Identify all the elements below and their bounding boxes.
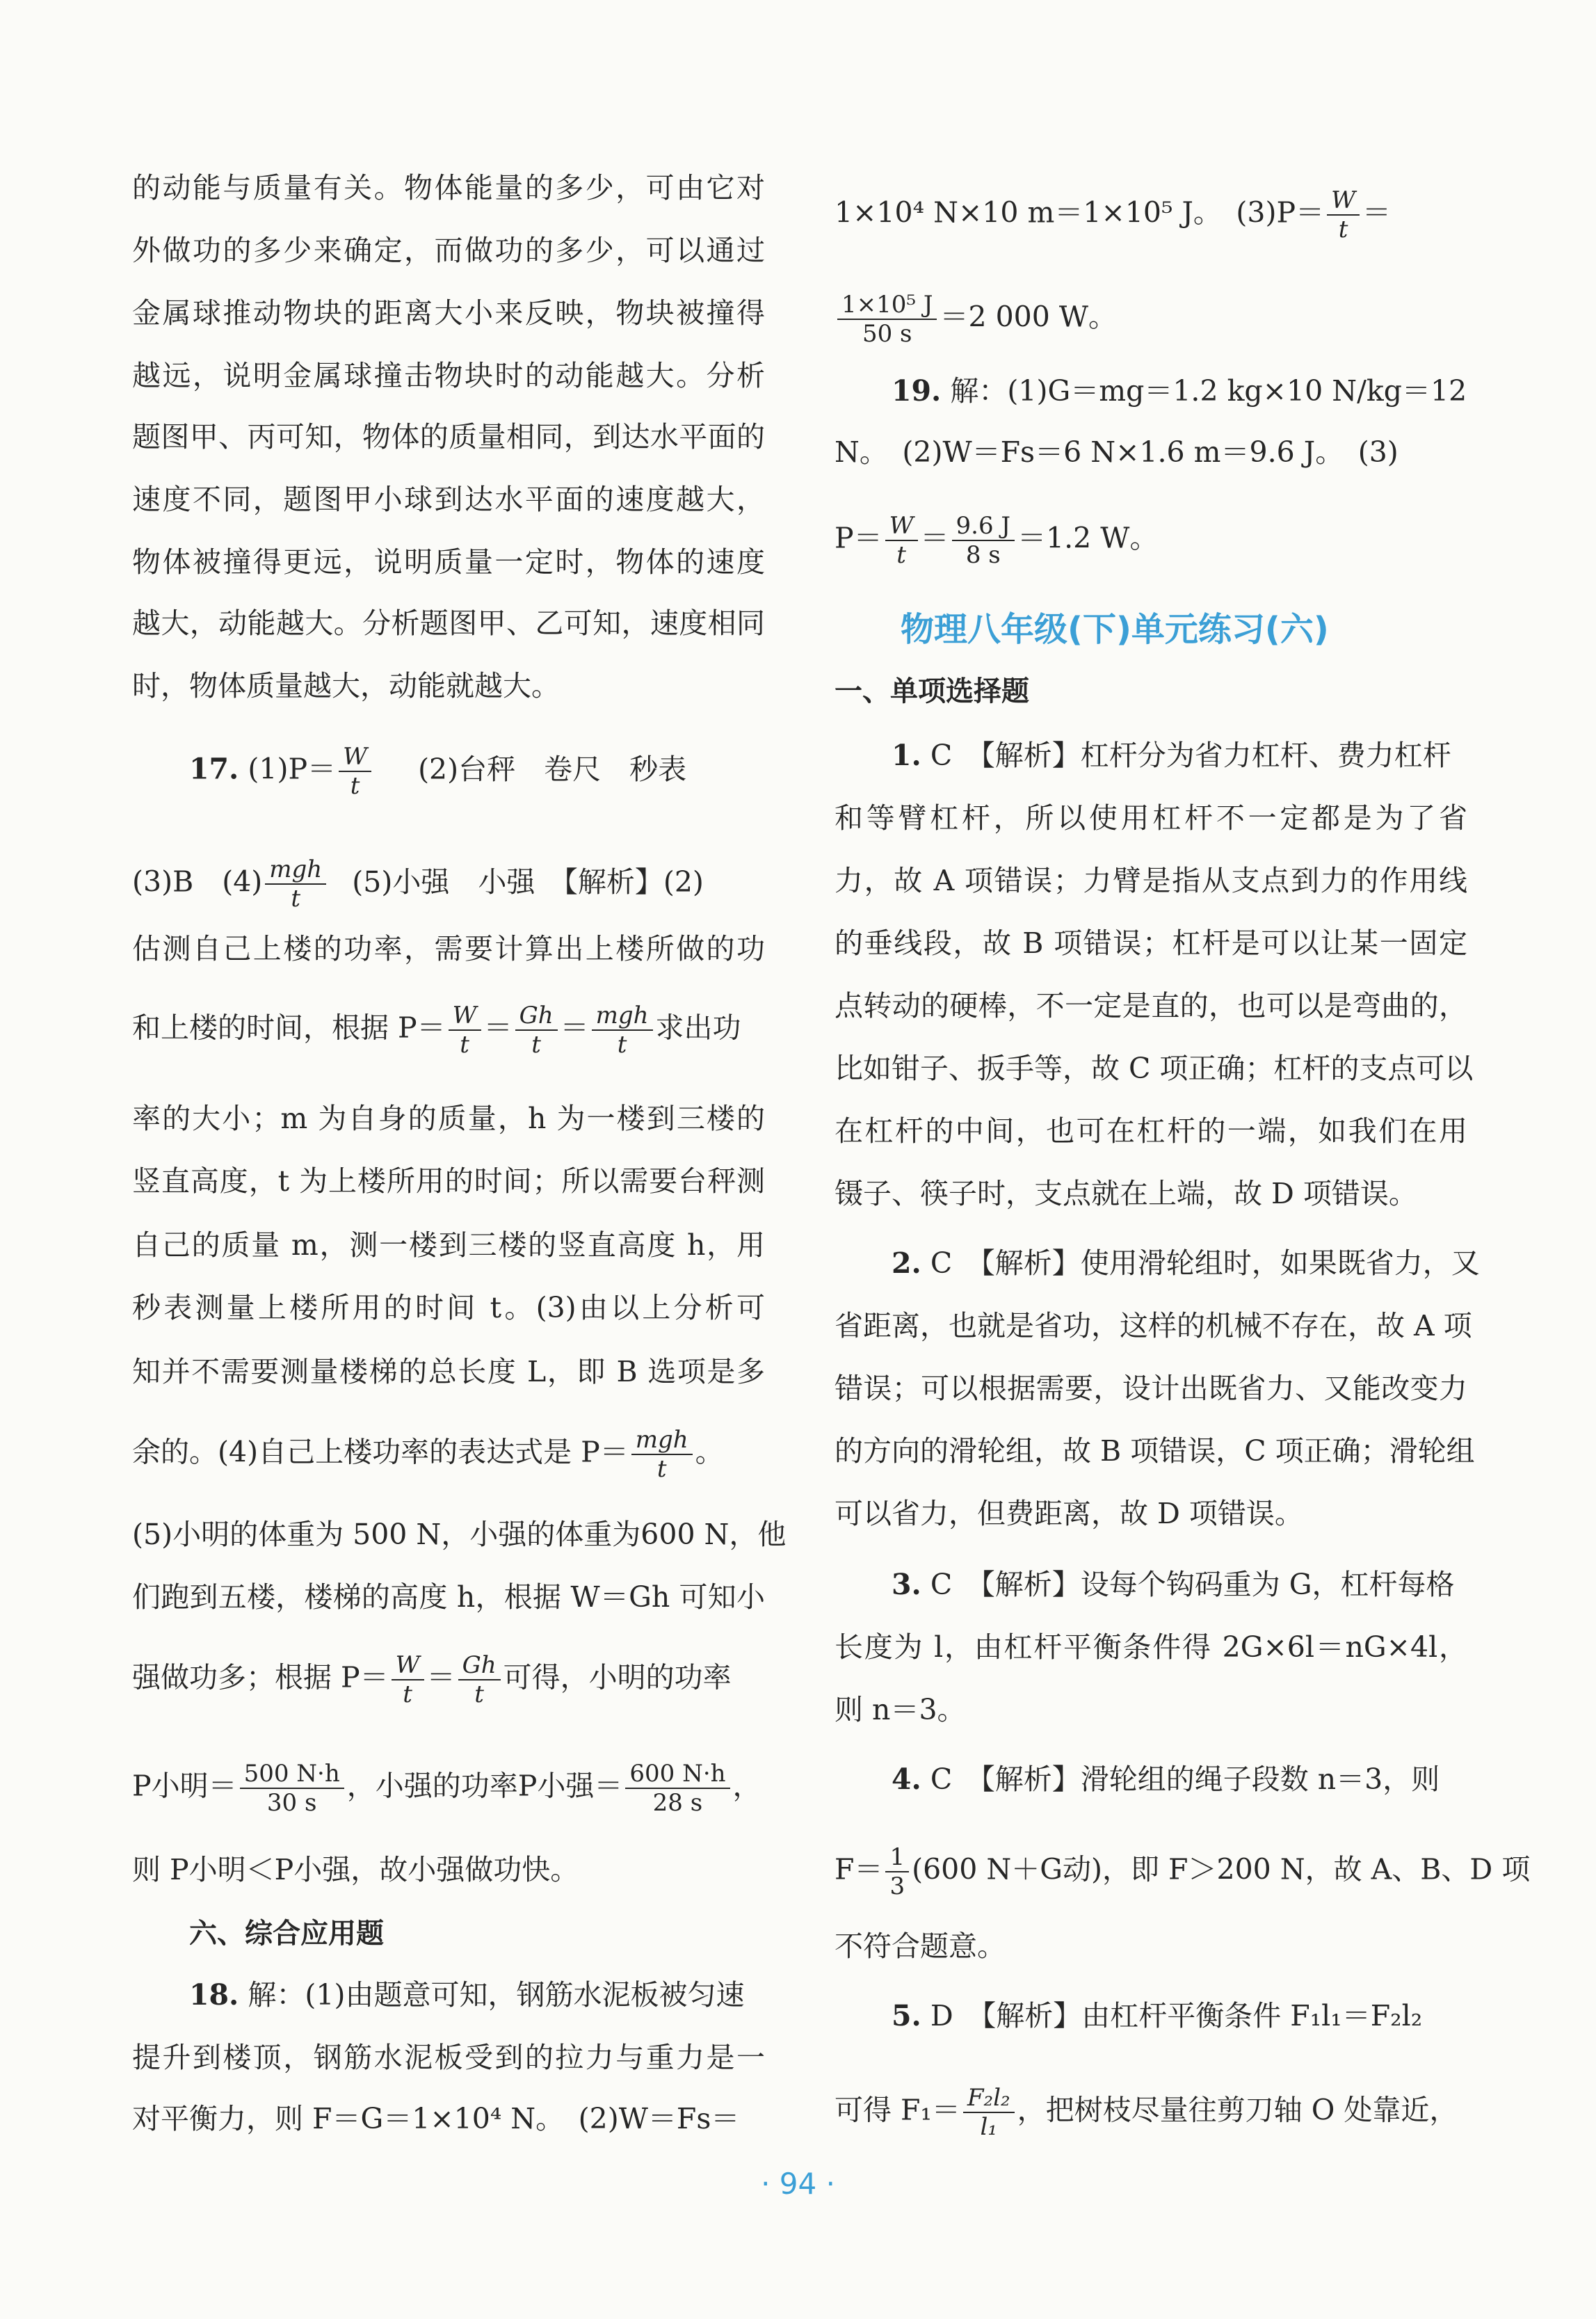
text-line [132, 1426, 765, 1483]
fraction [1327, 186, 1360, 243]
text-span: ， [732, 1769, 761, 1803]
text-span: ＝ [483, 1011, 513, 1045]
numerator: W [449, 1002, 481, 1031]
section-heading: 六、综合应用题 [189, 1918, 384, 1950]
text-line: 的方向的滑轮组，故 B 项错误，C 项正确；滑轮组 [835, 1434, 1475, 1468]
text-line: 秒表测量上楼所用的时间 t。(3)由以上分析可 [132, 1291, 765, 1324]
fraction [458, 1651, 501, 1708]
fraction [631, 1426, 693, 1483]
numerator: Gh [458, 1651, 501, 1680]
text-span: P小强＝ [517, 1769, 623, 1803]
denominator: l₁ [980, 2113, 998, 2141]
fraction [592, 1002, 653, 1059]
text-span: ＝1.2 W。 [1017, 521, 1159, 555]
question-3 [835, 1565, 1467, 1604]
question-17 [132, 743, 765, 800]
text-span: ＝ [1362, 195, 1392, 230]
text-line: 速度不同，题图甲小球到达水平面的速度越大， [132, 483, 765, 516]
denominator: t [896, 541, 906, 569]
denominator: 3 [889, 1872, 905, 1900]
numerator: 500 N·h [240, 1760, 344, 1789]
text-line: 率的大小；m 为自身的质量，h 为一楼到三楼的 [132, 1102, 765, 1135]
text-span: 解：(1)由题意可知，钢筋水泥板被匀速 [248, 1978, 745, 2012]
numerator: mgh [265, 856, 326, 885]
text-line: 们跑到五楼，楼梯的高度 h，根据 W＝Gh 可知小 [132, 1580, 765, 1614]
denominator: 28 s [652, 1789, 703, 1817]
question-number: 5. [892, 1999, 921, 2032]
denominator: 8 s [965, 541, 1001, 569]
text-span: D 【解析】由杠杆平衡条件 F₁l₁＝F₂l₂ [930, 1999, 1423, 2032]
question-19 [835, 371, 1467, 410]
text-line: 则 P小明＜P小强，故小强做功快。 [132, 1853, 579, 1886]
text-span: 求出功 [655, 1011, 741, 1045]
text-span: C 【解析】使用滑轮组时，如果既省力，又 [930, 1246, 1480, 1280]
denominator: t [350, 772, 360, 800]
text-line [835, 2084, 1467, 2141]
numerator: W [392, 1651, 424, 1680]
text-line: 越大，动能越大。分析题图甲、乙可知，速度相同 [132, 607, 765, 640]
text-line [132, 1651, 765, 1708]
page-heading: 物理八年级(下)单元练习(六) [901, 610, 1329, 649]
question-number: 1. [892, 739, 921, 772]
text-span: 解：(1)G＝mg＝1.2 kg×10 N/kg＝12 [950, 374, 1467, 408]
fraction [885, 1843, 909, 1900]
numerator: Gh [515, 1002, 558, 1031]
text-span: 和上楼的时间，根据 P＝ [132, 1011, 446, 1045]
text-span: 可得 F₁＝ [835, 2093, 960, 2127]
text-line: 题图甲、丙可知，物体的质量相同，到达水平面的 [132, 420, 765, 454]
text-line: 在杠杆的中间，也可在杠杆的一端，如我们在用 [835, 1114, 1467, 1148]
numerator: W [339, 743, 371, 772]
denominator: t [531, 1031, 541, 1059]
denominator: t [1338, 216, 1348, 243]
text-line: 外做功的多少来确定，而做功的多少，可以通过 [132, 234, 765, 267]
fraction [392, 1651, 424, 1708]
numerator: 1 [885, 1843, 909, 1872]
text-line: (5)小明的体重为 500 N，小强的体重为600 N，他 [132, 1518, 787, 1551]
fraction [963, 2084, 1015, 2141]
text-span: ＝ [426, 1660, 456, 1694]
numerator: W [1327, 186, 1360, 216]
text-line: 的动能与质量有关。物体能量的多少，可由它对 [132, 171, 765, 204]
text-span: P＝ [835, 521, 882, 555]
text-line: 估测自己上楼的功率，需要计算出上楼所做的功 [132, 932, 765, 965]
text-line: 自己的质量 m，测一楼到三楼的竖直高度 h，用 [132, 1228, 765, 1262]
text-line: 则 n＝3。 [835, 1693, 966, 1726]
text-line: 不符合题意。 [835, 1929, 1006, 1963]
question-number: 19. [892, 374, 942, 408]
question-number: 17. [189, 752, 239, 786]
text-line: 越远，说明金属球撞击物块时的动能越大。分析 [132, 359, 765, 392]
question-number: 4. [892, 1763, 921, 1796]
text-line [835, 1843, 1531, 1900]
question-1 [835, 736, 1467, 775]
numerator: 1×10⁵ J [837, 291, 937, 320]
text-span: C 【解析】杠杆分为省力杠杆、费力杠杆 [930, 739, 1451, 772]
text-span: P小明＝ [132, 1769, 237, 1803]
denominator: t [474, 1680, 484, 1708]
fraction [837, 291, 937, 348]
question-number: 2. [892, 1246, 921, 1280]
question-number: 18. [189, 1978, 239, 2012]
text-line [835, 186, 1467, 243]
text-line: 提升到楼顶，钢筋水泥板受到的拉力与重力是一 [132, 2041, 765, 2074]
text-span: (1)P＝ [248, 752, 337, 786]
text-span: ，把树枝尽量往剪刀轴 O 处靠近， [1017, 2093, 1458, 2127]
column-divider [800, 160, 801, 2177]
text-span: C 【解析】设每个钩码重为 G，杠杆每格 [930, 1568, 1455, 1601]
text-line: 时，物体质量越大，动能就越大。 [132, 669, 560, 703]
text-line: 和等臂杠杆，所以使用杠杆不一定都是为了省 [835, 801, 1467, 835]
question-4 [835, 1760, 1467, 1799]
numerator: mgh [631, 1426, 693, 1455]
question-number: 3. [892, 1568, 921, 1601]
text-span: (3)B (4) [132, 865, 263, 899]
denominator: 50 s [862, 320, 912, 348]
denominator: 30 s [266, 1789, 317, 1817]
text-line: 省距离，也就是省功，这样的机械不存在，故 A 项 [835, 1309, 1472, 1342]
text-line: 点转动的硬棒，不一定是直的，也可以是弯曲的， [835, 989, 1467, 1022]
fraction [339, 743, 371, 800]
text-span: ＝2 000 W。 [940, 300, 1118, 334]
text-span: (600 N＋G动)，即 F＞200 N，故 A、B、D 项 [912, 1852, 1531, 1886]
fraction [952, 512, 1015, 569]
denominator: t [617, 1031, 627, 1059]
text-line: N。 (2)W＝Fs＝6 N×1.6 m＝9.6 J。 (3) [835, 435, 1398, 469]
text-line [835, 291, 1467, 348]
text-span: 可得，小明的功率 [503, 1660, 732, 1694]
text-span: (5)小强 小强 【解析】(2) [352, 865, 704, 899]
fraction [625, 1760, 730, 1817]
text-line: 知并不需要测量楼梯的总长度 L，即 B 选项是多 [132, 1355, 765, 1388]
section-heading: 一、单项选择题 [835, 675, 1029, 707]
numerator: 600 N·h [625, 1760, 730, 1789]
text-span: C 【解析】滑轮组的绳子段数 n＝3，则 [930, 1763, 1440, 1796]
question-2 [835, 1244, 1480, 1283]
fraction [265, 856, 326, 913]
text-span: ＝ [560, 1011, 589, 1045]
text-line: 物体被撞得更远，说明质量一定时，物体的速度 [132, 545, 765, 579]
question-18 [132, 1975, 765, 2014]
text-line: 可以省力，但费距离，故 D 项错误。 [835, 1497, 1303, 1530]
question-5 [835, 1996, 1467, 2035]
denominator: t [291, 885, 301, 913]
text-line: 对平衡力，则 F＝G＝1×10⁴ N。 (2)W＝Fs＝ [132, 2102, 740, 2135]
text-span: 余的。(4)自己上楼功率的表达式是 P＝ [132, 1435, 629, 1469]
text-line [835, 512, 1467, 569]
numerator: 9.6 J [952, 512, 1015, 541]
text-line: 竖直高度，t 为上楼所用的时间；所以需要台秤测 [132, 1164, 765, 1198]
denominator: t [403, 1680, 412, 1708]
text-line: 比如钳子、扳手等，故 C 项正确；杠杆的支点可以 [835, 1052, 1474, 1085]
text-line: 的垂线段，故 B 项错误；杠杆是可以让某一固定 [835, 926, 1467, 960]
text-span: 。 [695, 1435, 724, 1469]
numerator: mgh [592, 1002, 653, 1031]
text-span: 强做功多；根据 P＝ [132, 1660, 389, 1694]
numerator: F₂l₂ [963, 2084, 1015, 2113]
text-line: 力，故 A 项错误；力臂是指从支点到力的作用线 [835, 864, 1467, 897]
text-line [132, 1760, 765, 1817]
text-line: 长度为 l，由杠杆平衡条件得 2G×6l＝nG×4l， [835, 1630, 1467, 1664]
numerator: W [885, 512, 918, 541]
denominator: t [656, 1455, 667, 1483]
text-span: 1×10⁴ N×10 m＝1×10⁵ J。 (3)P＝ [835, 195, 1325, 230]
text-line: 镊子、筷子时，支点就在上端，故 D 项错误。 [835, 1177, 1417, 1210]
text-span: ，小强的功率 [346, 1769, 518, 1803]
denominator: t [460, 1031, 469, 1059]
text-span: (2)台秤 卷尺 秒表 [418, 752, 687, 786]
text-span: ＝ [920, 521, 949, 555]
page-number-value: 94 [779, 2167, 817, 2201]
text-line: 金属球推动物块的距离大小来反映，物块被撞得 [132, 296, 765, 330]
page-number: · 94 · [761, 2167, 835, 2201]
text-line [132, 1002, 765, 1059]
fraction [449, 1002, 481, 1059]
fraction [515, 1002, 558, 1059]
text-line [132, 856, 765, 913]
text-line: 错误；可以根据需要，设计出既省力、又能改变力 [835, 1372, 1467, 1405]
fraction [240, 1760, 344, 1817]
text-span: F＝ [835, 1852, 883, 1886]
fraction [885, 512, 918, 569]
